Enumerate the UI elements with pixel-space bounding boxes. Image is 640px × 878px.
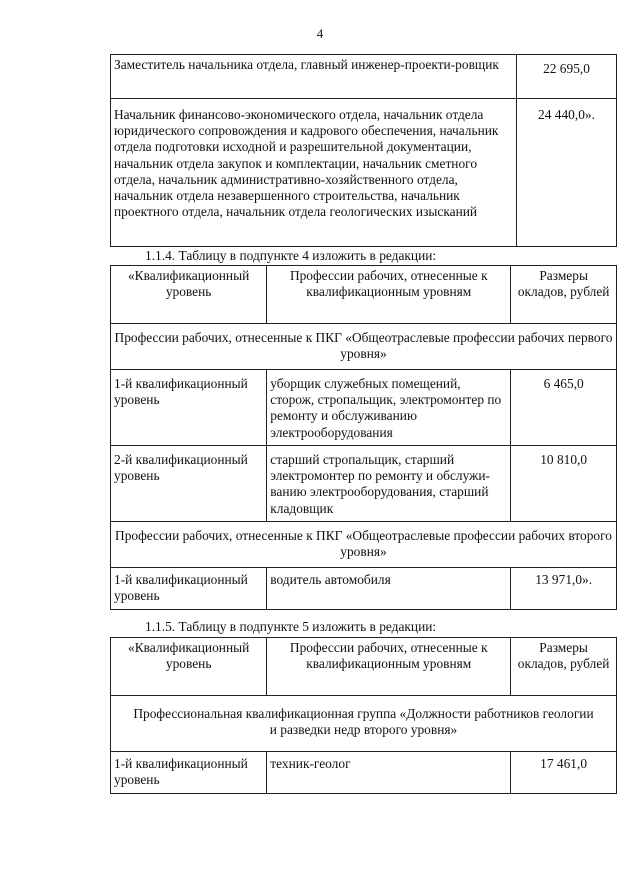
level-cell: 1-й квалификационный уровень	[111, 752, 267, 794]
position-cell: Начальник финансово-экономического отдела, начальник отдела юридического сопровождения и кадрового обеспечения, начальник отдела подготовки исходной и разрешительной документации, начальник отдела закупок и комплектации, начальник сметного отдела, начальник административно-хозяйственного отдела, начальник отдела незавершенного строительства, начальник проектного отдела, начальник отдела геологических изысканий	[111, 99, 517, 247]
header-salary: Размеры окладов, рублей	[511, 266, 617, 324]
salary-cell: 24 440,0».	[517, 99, 617, 247]
group-row	[111, 522, 617, 568]
group-title: Профессии рабочих, отнесенные к ПКГ «Общеотраслевые профессии рабочих второго уровня»	[111, 522, 617, 568]
header-salary: Размеры окладов, рублей	[511, 638, 617, 696]
level-cell: 1-й квалификационный уровень	[111, 568, 267, 610]
geology-salary-table	[110, 637, 617, 794]
table-header-row	[111, 638, 617, 696]
table-header-row	[111, 266, 617, 324]
table-row	[111, 446, 617, 522]
salary-cell: 17 461,0	[511, 752, 617, 794]
group-row	[111, 324, 617, 370]
group-row	[111, 696, 617, 752]
salary-cell: 10 810,0	[511, 446, 617, 522]
table-row	[111, 568, 617, 610]
header-professions: Профессии рабочих, отнесенные к квалификационным уровням	[267, 638, 511, 696]
table-row	[111, 55, 617, 99]
paragraph-1-1-5: 1.1.5. Таблицу в подпункте 5 изложить в редакции:	[145, 619, 437, 634]
table-row	[111, 99, 617, 247]
header-professions: Профессии рабочих, отнесенные к квалификационным уровням	[267, 266, 511, 324]
positions-salary-table	[110, 54, 617, 247]
level-cell: 1-й квалификационный уровень	[111, 370, 267, 446]
paragraph-1-1-4: 1.1.4. Таблицу в подпункте 4 изложить в редакции:	[145, 248, 437, 263]
table-row	[111, 752, 617, 794]
professions-cell: уборщик служебных помещений, сторож, стропальщик, электромонтер по ремонту и обслуживанию электрооборудования	[267, 370, 511, 446]
header-level: «Квалификационный уровень	[111, 266, 267, 324]
professions-cell: техник-геолог	[267, 752, 511, 794]
header-level: «Квалификационный уровень	[111, 638, 267, 696]
professions-cell: старший стропальщик, старший электромонтер по ремонту и обслужи-ванию электрооборудования, старший кладовщик	[267, 446, 511, 522]
professions-cell: водитель автомобиля	[267, 568, 511, 610]
group-title: Профессии рабочих, отнесенные к ПКГ «Общеотраслевые профессии рабочих первого уровня»	[111, 324, 617, 370]
workers-salary-table	[110, 265, 617, 610]
position-cell: Заместитель начальника отдела, главный инженер-проекти-ровщик	[111, 55, 517, 99]
group-title: Профессиональная квалификационная группа «Должности работников геологии и разведки недр второго уровня»	[111, 696, 617, 752]
salary-cell: 6 465,0	[511, 370, 617, 446]
salary-cell: 22 695,0	[517, 55, 617, 99]
level-cell: 2-й квалификационный уровень	[111, 446, 267, 522]
page-number: 4	[316, 26, 324, 41]
table-row	[111, 370, 617, 446]
salary-cell: 13 971,0».	[511, 568, 617, 610]
